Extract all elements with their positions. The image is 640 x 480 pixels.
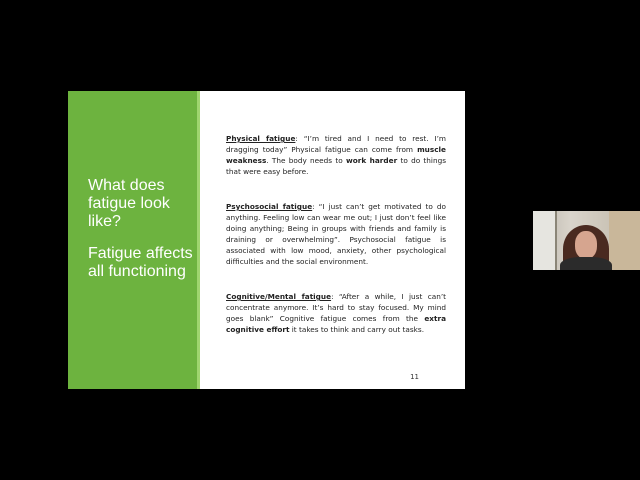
slide-content [226, 133, 446, 335]
cognitive-fatigue-paragraph [226, 291, 446, 335]
extra-cognitive-effort-bold: extra cognitive effort [226, 314, 446, 334]
physical-fatigue-label: Physical fatigue [226, 134, 296, 143]
participant-video-thumbnail[interactable] [533, 211, 640, 270]
webcam-background-window [533, 211, 557, 270]
slide-page-number: 11 [410, 373, 419, 381]
psychosocial-fatigue-paragraph [226, 201, 446, 267]
physical-fatigue-text-3: to do things that were easy before. [226, 156, 447, 176]
participant-body [560, 257, 612, 270]
physical-fatigue-paragraph [226, 133, 446, 177]
slide-title-line-2: Fatigue affects all functioning [88, 245, 193, 280]
slide-accent-panel [68, 91, 200, 389]
webcam-background-door [609, 211, 640, 270]
psychosocial-fatigue-label: Psychosocial fatigue [226, 202, 313, 211]
cognitive-fatigue-text-1: : “After a while, I just can’t concentrate anymore. It’s hard to stay focused. My mind goes blank” Cognitive fatigue comes from the [226, 292, 447, 323]
slide-title [88, 177, 198, 295]
physical-fatigue-text-1: : “I’m tired and I need to rest. I’m dragging today” Physical fatigue can come from [226, 134, 447, 154]
work-harder-bold: work harder [345, 156, 398, 165]
presentation-slide [68, 91, 465, 389]
cognitive-fatigue-label: Cognitive/Mental fatigue [226, 292, 332, 301]
physical-fatigue-text-2: . The body needs to [266, 156, 346, 165]
participant-face [575, 231, 597, 259]
slide-title-line-1: What does fatigue look like? [88, 177, 170, 230]
psychosocial-fatigue-text: : “I just can’t get motivated to do anything. Feeling low can wear me out; I just don’t feel like doing anything; Being in groups with friends and family is draining or overwhelming”. Psychosocial fatigue is associated with low mood, anxiety, other psychological difficulties and the social environment. [226, 202, 446, 266]
cognitive-fatigue-text-2: it takes to think and carry out tasks. [289, 325, 425, 334]
muscle-weakness-bold: muscle weakness [226, 145, 446, 165]
